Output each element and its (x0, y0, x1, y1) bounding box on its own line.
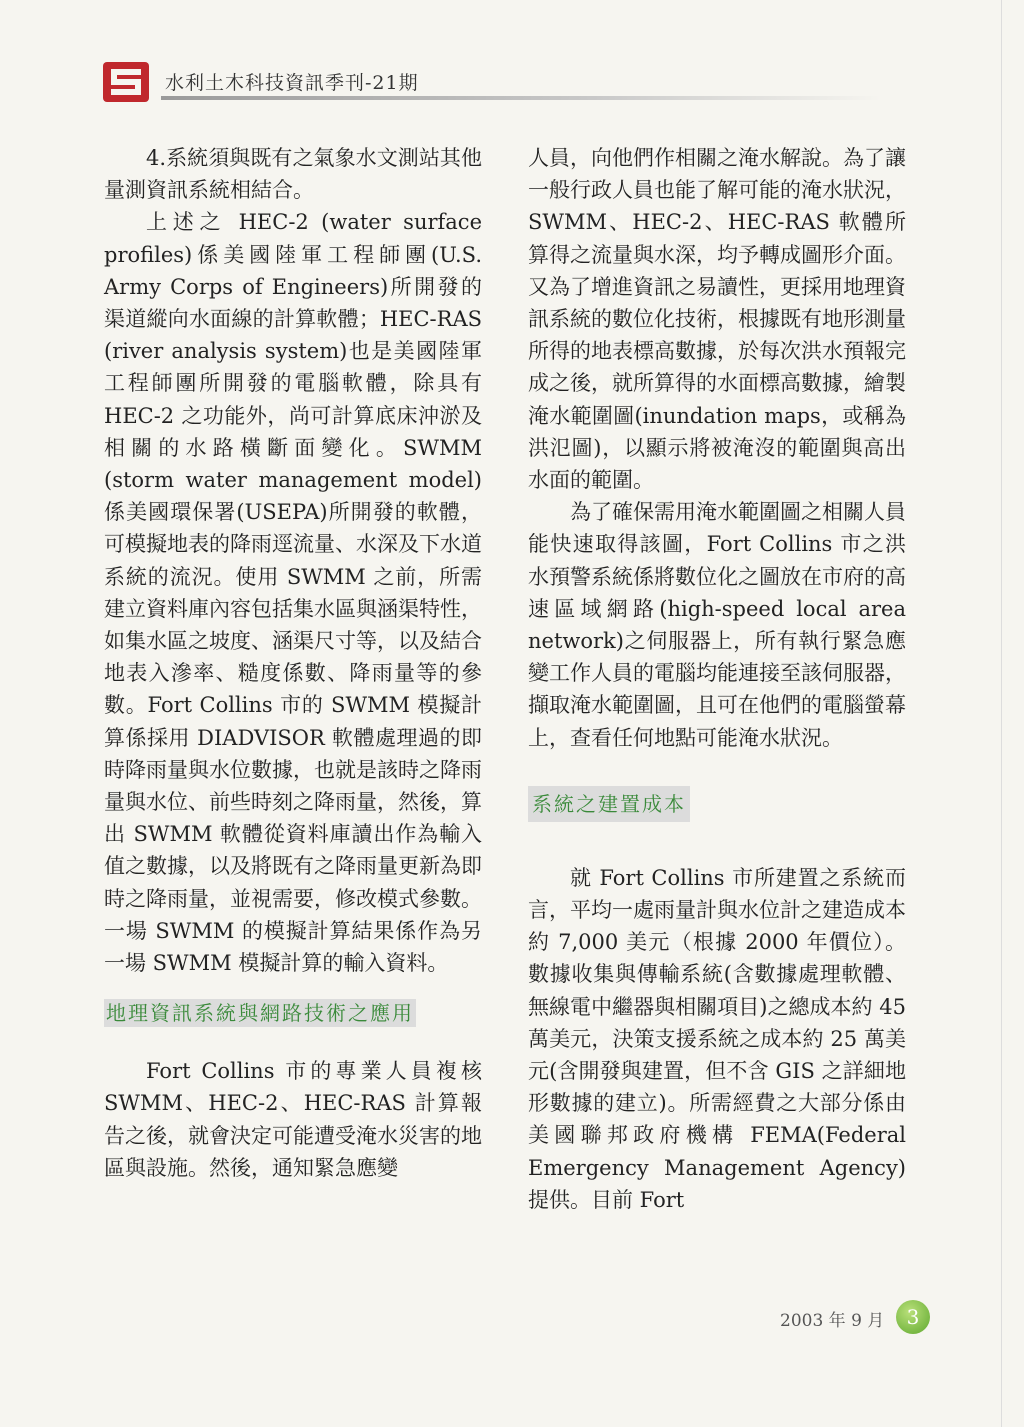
paragraph: 為了確保需用淹水範圍圖之相關人員能快速取得該圖，Fort Collins 市之洪水預警系統係將數位化之圖放在市府的高速區域網路(high-speed local area network)之伺服器上，所有執行緊急應變工作人員的電腦均能連接至該伺服器，擷取淹水範圍圖，且可在他們的電腦螢幕上，查看任何地點可能淹水狀況。 (528, 500, 906, 750)
paragraph: 上述之 HEC-2 (water surface profiles)係美國陸軍工程師團(U.S. Army Corps of Engineers)所開發的渠道縱向水面線的計算軟體；HEC-RAS (river analysis system)也是美國陸軍工程師團所開發的電腦軟體，除具有 HEC-2 之功能外，尚可計算底床沖淤及相關的水路橫斷面變化。SWMM (storm water management model)係美國環保署(USEPA)所開發的軟體，可模擬地表的降雨逕流量、水深及下水道系統的流況。使用 SWMM 之前，所需建立資料庫內容包括集水區與涵渠特性，如集水區之坡度、涵渠尺寸等，以及結合地表入滲率、糙度係數、降雨量等的參數。Fort Collins 市的 SWMM 模擬計算係採用 DIADVISOR 軟體處理過的即時降雨量與水位數據，也就是該時之降雨量與水位、前些時刻之降雨量，然後，算出 SWMM 軟體從資料庫讀出作為輸入值之數據，以及將既有之降雨量更新為即時之降雨量，並視需要，修改模式參數。一場 SWMM 的模擬計算結果係作為另一場 SWMM 模擬計算的輸入資料。 (104, 210, 482, 976)
paragraph: 就 Fort Collins 市所建置之系統而言，平均一處雨量計與水位計之建造成本約 7,000 美元（根據 2000 年價位）。數據收集與傳輸系統(含數據處理軟體、無線電中繼器與相關項目)之總成本約 45 萬美元，決策支援系統之成本約 25 萬美元(含開發與建置，但不含 GIS 之詳細地形數據的建立)。所需經費之大部分係由美國聯邦政府機構 FEMA(Federal Emergency Management Agency)提供。目前 Fort (528, 865, 906, 1212)
page-number-badge: 3 (896, 1300, 930, 1334)
header-rule (161, 96, 881, 100)
paragraph: 人員，向他們作相關之淹水解說。為了讓一般行政人員也能了解可能的淹水狀況，SWMM、HEC-2、HEC-RAS 軟體所算得之流量與水深，均予轉成圖形介面。又為了增進資訊之易讀性，更採用地理資訊系統的數位化技術，根據既有地形測量所得的地表標高數據，於每次洪水預報完成之後，就所算得的水面標高數據，繪製淹水範圍圖(inundation maps，或稱為洪氾圖)，以顯示將被淹沒的範圍與高出水面的範圍。 (528, 146, 906, 493)
left-column (104, 142, 482, 1184)
section-heading-cost: 系統之建置成本 (528, 786, 690, 822)
journal-logo-icon (103, 62, 149, 102)
paragraph: 4.系統須與既有之氣象水文測站其他量測資訊系統相結合。 (104, 146, 482, 203)
page-footer (780, 1300, 940, 1336)
right-column (528, 142, 906, 1216)
section-heading-text: 地理資訊系統與網路技術之應用 (106, 1001, 414, 1026)
page-header (103, 62, 963, 104)
page-edge (1001, 0, 1002, 1427)
journal-title: 水利土木科技資訊季刊-21期 (165, 72, 419, 94)
paragraph: Fort Collins 市的專業人員複核 SWMM、HEC-2、HEC-RAS 計算報告之後，就會決定可能遭受淹水災害的地區與設施。然後，通知緊急應變 (104, 1059, 482, 1180)
section-heading-gis (104, 997, 482, 1029)
issue-date: 2003 年 9 月 (780, 1311, 885, 1331)
